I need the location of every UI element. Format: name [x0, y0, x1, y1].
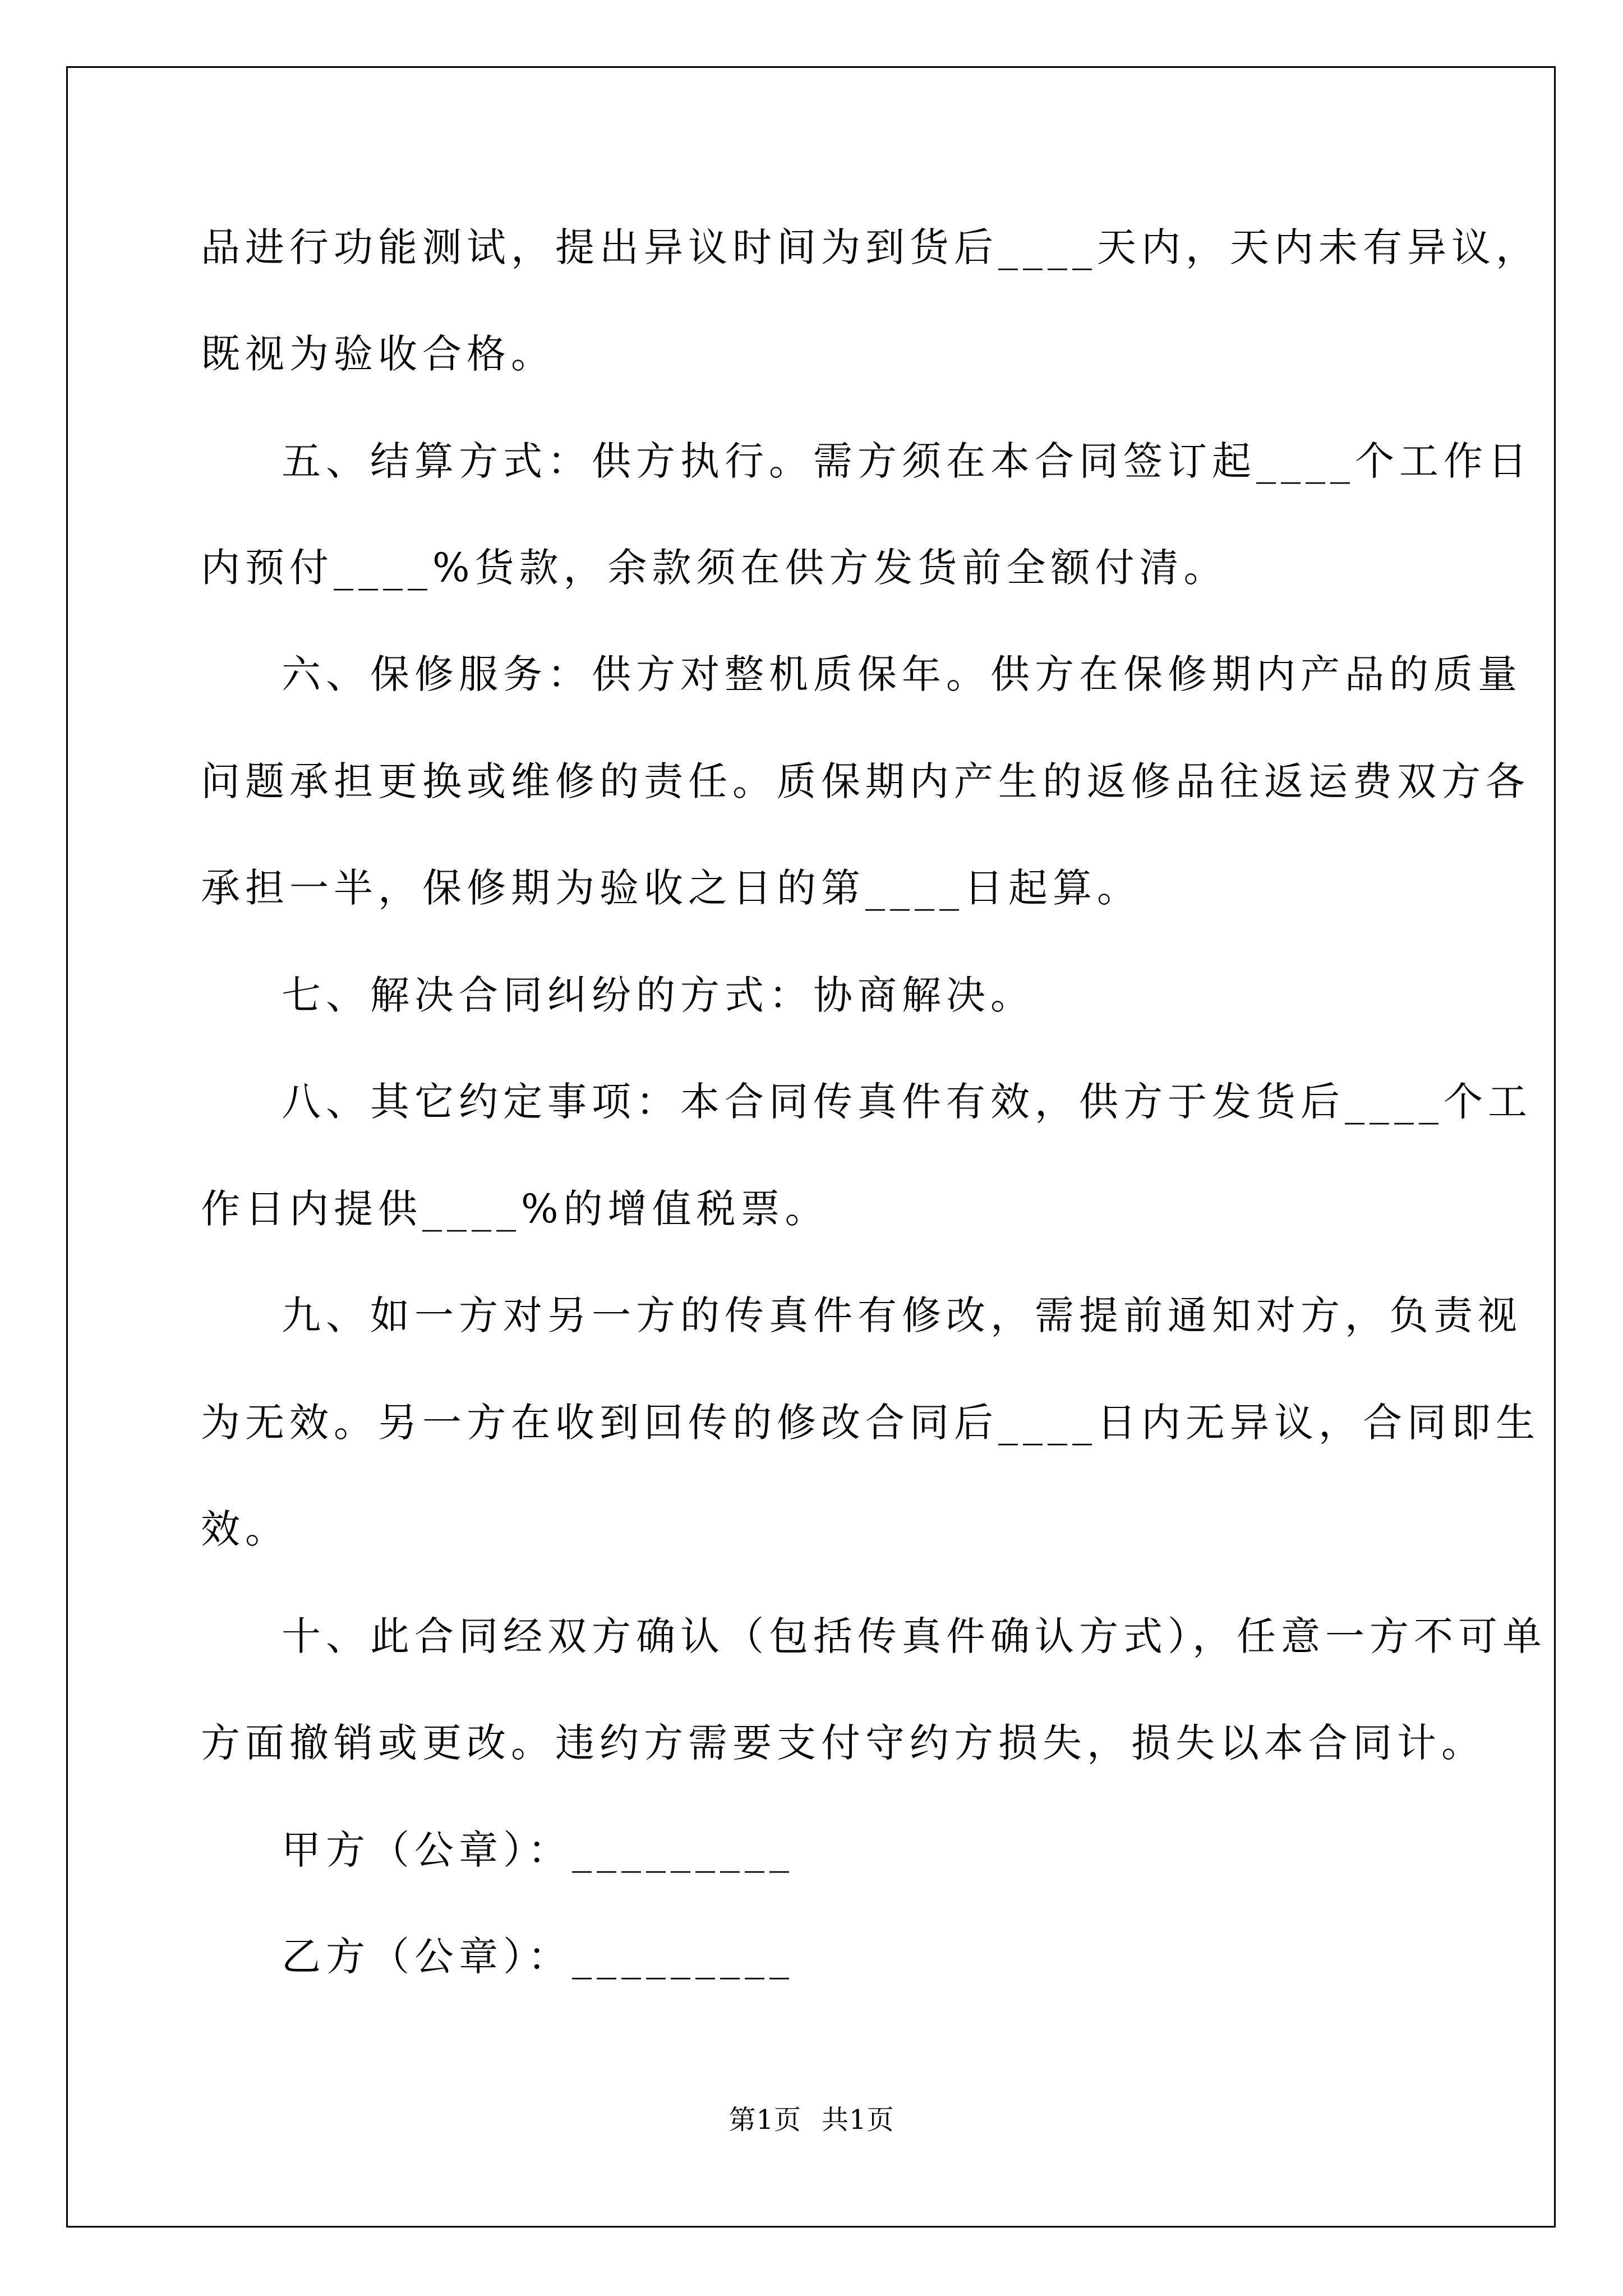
clause-10-line-2: 方面撤销或更改。违约方需要支付守约方损失，损失以本合同计。: [201, 1720, 1486, 1766]
clause-6-line-1: 六、保修服务：供方对整机质保年。供方在保修期内产品的质量: [282, 651, 1522, 697]
page-total: 共1页: [822, 2104, 895, 2136]
body-line-1: 品进行功能测试，提出异议时间为到货后____天内，天内未有异议，: [201, 224, 1540, 270]
clause-8-line-2: 作日内提供____%的增值税票。: [201, 1186, 829, 1232]
clause-9-line-1: 九、如一方对另一方的传真件有修改，需提前通知对方，负责视: [282, 1292, 1522, 1338]
clause-5-line-1: 五、结算方式：供方执行。需方须在本合同签订起____个工作日: [282, 438, 1532, 484]
party-b-signature: 乙方（公章）：_________: [282, 1934, 794, 1980]
clause-8-line-1: 八、其它约定事项：本合同传真件有效，供方于发货后____个工: [282, 1079, 1532, 1125]
clause-9-line-2: 为无效。另一方在收到回传的修改合同后____日内无异议，合同即生: [201, 1400, 1540, 1446]
clause-6-line-3: 承担一半，保修期为验收之日的第____日起算。: [201, 865, 1141, 911]
clause-7-line-1: 七、解决合同纠纷的方式：协商解决。: [282, 972, 1035, 1018]
body-line-2: 既视为验收合格。: [201, 331, 555, 377]
clause-5-line-2: 内预付____%货款，余款须在供方发货前全额付清。: [201, 545, 1228, 591]
clause-10-line-1: 十、此合同经双方确认（包括传真件确认方式），任意一方不可单: [282, 1613, 1547, 1659]
page-border: [66, 66, 1556, 2228]
clause-9-line-3: 效。: [201, 1506, 289, 1552]
party-a-signature: 甲方（公章）：_________: [282, 1827, 794, 1873]
clause-6-line-2: 问题承担更换或维修的责任。质保期内产生的返修品往返运费双方各: [201, 758, 1530, 804]
page-number: 第1页: [728, 2104, 801, 2136]
page-footer: [0, 2098, 1623, 2137]
